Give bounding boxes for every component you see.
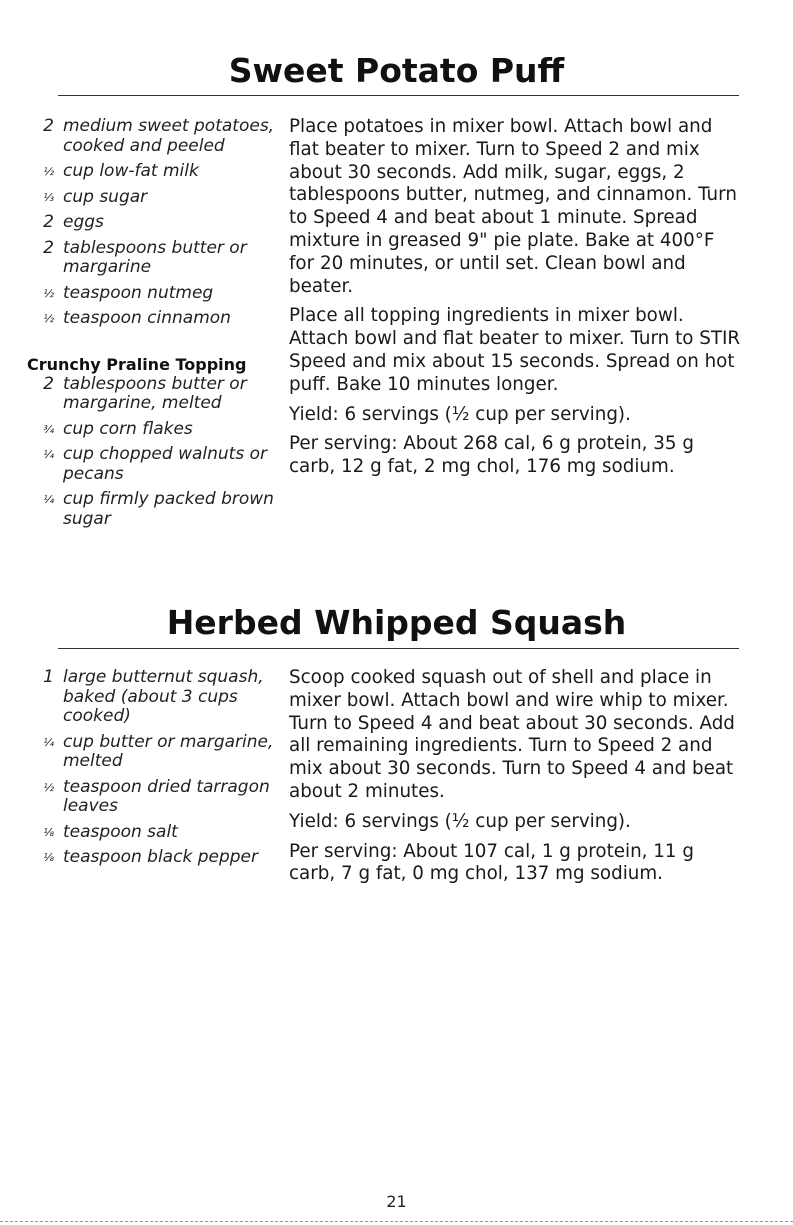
- recipe-title-sweet-potato-puff: Sweet Potato Puff: [228, 51, 565, 90]
- method-step: Place potatoes in mixer bowl. Attach bowl and flat beater to mixer. Turn to Speed 2 and mix about 30 seconds. Add milk, sugar, eggs, 2 tablespoons butter, nutmeg, and cinnamon. Turn to Speed 4 and beat about 1 minute. Spread mixture in greased 9" pie plate. Bake at 400°F for 20 minutes, or until set. Clean bowl and beater.: [289, 116, 737, 297]
- nutrition-info: Per serving: About 268 cal, 6 g protein, 35 g carb, 12 g fat, 2 mg chol, 176 mg sodium.: [289, 433, 694, 478]
- ingredient-item: 1 large butternut squash, baked (about 3 cups cooked): [43, 667, 264, 726]
- page-number: 21: [386, 1192, 407, 1211]
- ingredient-item: ¼ cup firmly packed brown sugar: [43, 489, 274, 529]
- ingredient-item: 2 tablespoons butter or margarine: [43, 237, 247, 277]
- recipe-title-herbed-whipped-squash: Herbed Whipped Squash: [166, 603, 627, 642]
- ingredient-item: ¼ cup chopped walnuts or pecans: [43, 444, 267, 484]
- ingredient-item: 2 medium sweet potatoes, cooked and peeled: [43, 116, 275, 156]
- ingredient-item: ⅛ teaspoon salt: [43, 821, 178, 842]
- ingredient-item: 2 eggs: [43, 212, 104, 232]
- title-rule: [58, 95, 739, 96]
- ingredient-item: ⅛ teaspoon black pepper: [43, 847, 258, 867]
- method-step: Scoop cooked squash out of shell and place in mixer bowl. Attach bowl and wire whip to mixer. Turn to Speed 4 and beat about 30 seconds. Add all remaining ingredients. Turn to Speed 2 and mix about 30 seconds. Turn to Speed 4 and beat about 2 minutes.: [289, 667, 735, 802]
- bottom-rule: [0, 1221, 793, 1222]
- ingredient-item: ½ teaspoon nutmeg: [43, 282, 214, 303]
- ingredient-item: 2 tablespoons butter or margarine, melted: [43, 373, 247, 413]
- ingredient-list-sweet-potato-puff: [27, 116, 280, 535]
- recipe-yield: Yield: 6 servings (½ cup per serving).: [289, 403, 631, 425]
- ingredient-item: ¼ cup butter or margarine, melted: [43, 731, 274, 771]
- method-herbed-whipped-squash: [289, 667, 744, 893]
- ingredient-item: ½ cup low-fat milk: [43, 161, 199, 181]
- ingredient-list-herbed-whipped-squash: [30, 668, 280, 874]
- topping-heading: Crunchy Praline Topping: [27, 354, 247, 374]
- ingredient-item: ½ teaspoon cinnamon: [43, 308, 231, 328]
- nutrition-info: Per serving: About 107 cal, 1 g protein, 11 g carb, 7 g fat, 0 mg chol, 137 mg sodium.: [289, 840, 694, 885]
- ingredient-item: ⅓ cup sugar: [43, 186, 148, 207]
- title-rule: [58, 648, 739, 649]
- method-sweet-potato-puff: [289, 116, 744, 486]
- method-step: Place all topping ingredients in mixer bowl. Attach bowl and flat beater to mixer. Turn to STIR Speed and mix about 15 seconds. Spread on hot puff. Bake 10 minutes longer.: [289, 305, 741, 395]
- ingredient-item: ¾ cup corn flakes: [43, 418, 193, 439]
- ingredient-item: ½ teaspoon dried tarragon leaves: [43, 776, 270, 816]
- recipe-yield: Yield: 6 servings (½ cup per serving).: [289, 810, 631, 832]
